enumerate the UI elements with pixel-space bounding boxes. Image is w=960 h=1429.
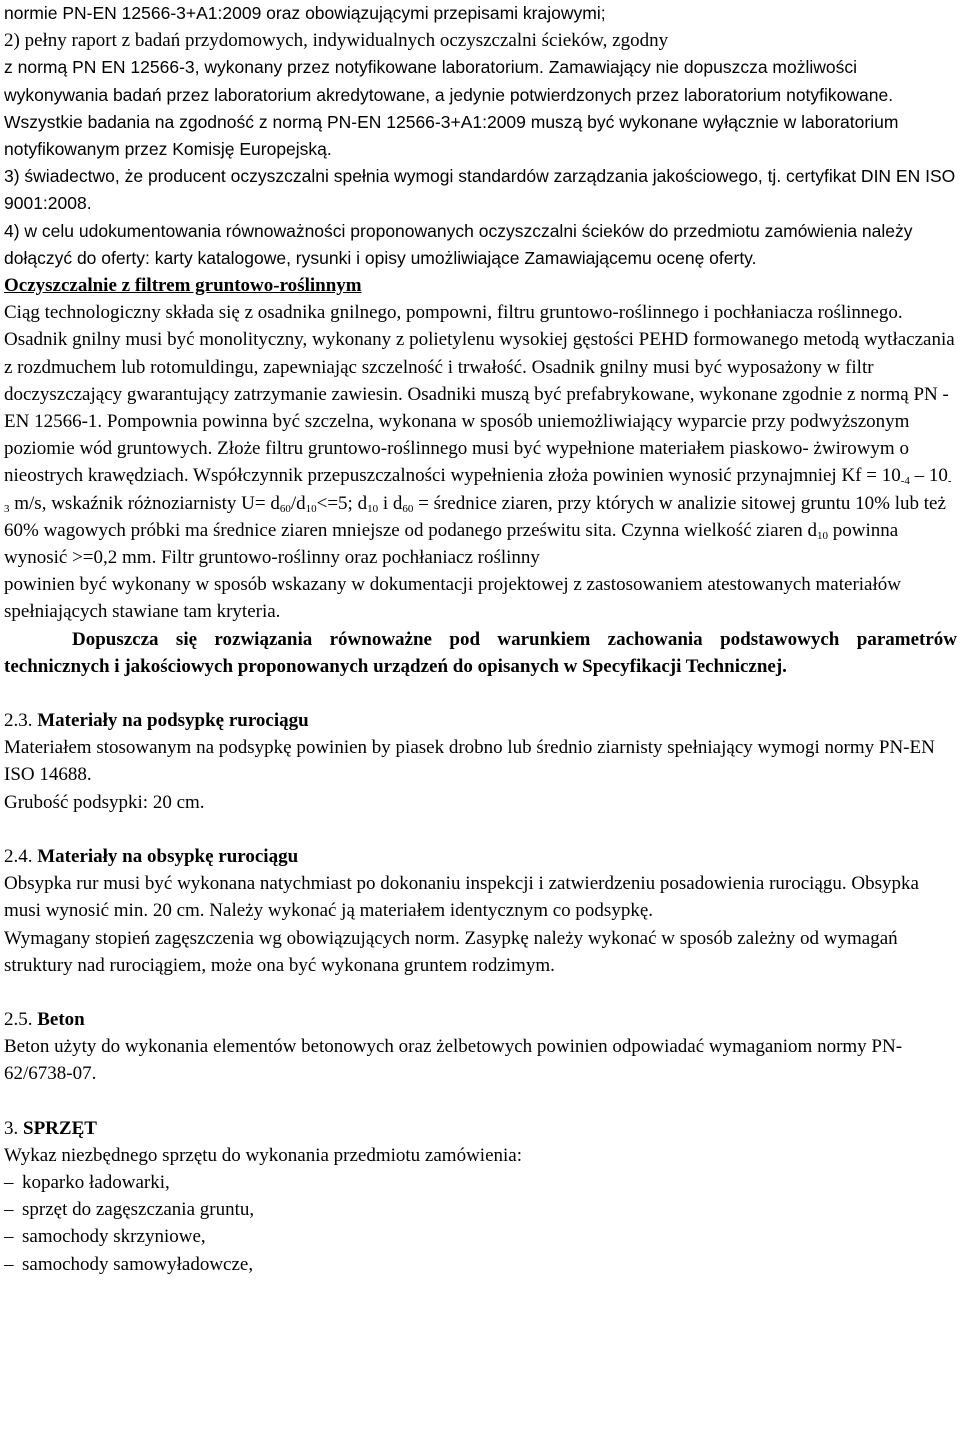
equipment-item: sprzęt do zagęszczania gruntu, <box>22 1199 255 1221</box>
section-2-4-title: Materiały na obsypkę rurociągu <box>37 845 299 867</box>
equipment-item: samochody samowyładowcze, <box>22 1253 254 1275</box>
section-2-4-text-1: Obsypka rur musi być wykonana natychmiast po dokonaniu inspekcji i zatwierdzeniu posadowienia rurociągu. Obsypka musi wynosić min. 20 cm. Należy wykonać ją materiałem identycznym co podsypkę. <box>4 873 919 922</box>
filter-text-c: <=5; d <box>316 492 368 514</box>
subscript-10-b: 10 <box>367 502 379 515</box>
filter-slash-d: /d <box>290 492 306 514</box>
section-heading-filter <box>4 272 957 299</box>
section-2-3-title: Materiały na podsypkę rurociągu <box>37 710 309 732</box>
intro-point-3: 3) świadectwo, że producent oczyszczalni spełnia wymogi standardów zarządzania jakościowego, tj. certyfikat DIN EN ISO 9001:2008. <box>4 166 956 214</box>
equivalence-text: Dopuszcza się rozwiązania równoważne pod warunkiem zachowania podstawowych parametrów technicznych i jakościowych proponowanych urządzeń do opisanych w Specyfikacji Technicznej. <box>4 628 957 677</box>
section-3-intro: Wykaz niezbędnego sprzętu do wykonania przedmiotu zamówienia: <box>4 1144 523 1166</box>
list-item <box>4 1251 957 1278</box>
equivalence-notice <box>4 626 957 680</box>
section-2-3-thickness: Grubość podsypki: 20 cm. <box>4 791 205 813</box>
filter-text-a: Ciąg technologiczny składa się z osadnika gnilnego, pompowni, filtru gruntowo-roślinnego i pochłaniacza roślinnego. Osadnik gnilny musi być monolityczny, wykonany z polietylenu wysokiej gęstości PEHD formowanego metodą wytłaczania z rozdmuchem lub rotomuldingu, zapewniając szczelność i trwałość. Osadnik gnilny musi być wyposażony w filtr doczyszczający gwarantujący zatrzymanie zawiesin. Osadniki muszą być prefabrykowane, wykonane zgodnie z normą PN -EN 12566-1. Pompownia powinna być szczelna, wykonana w sposób uniemożliwiający wyparcie przy podwyższonym poziomie wód gruntowych. Złoże filtru gruntowo-roślinnego musi być wypełnione materiałem piaskowo- żwirowym o nieostrych krawędziach. Współczynnik przepuszczalności wypełnienia złoża powinien wynosić przynajmniej Kf = 10 <box>4 302 955 487</box>
section-3-heading <box>4 1115 957 1142</box>
spacer <box>4 816 957 843</box>
intro-line-2: 2) pełny raport z badań przydomowych, indywidualnych oczyszczalni ścieków, zgodny <box>4 30 669 52</box>
section-2-3-heading <box>4 707 957 734</box>
subscript-10-c: 10 <box>817 529 829 542</box>
intro-line-1: normie PN-EN 12566-3+A1:2009 oraz obowiązującymi przepisami krajowymi; <box>4 3 606 23</box>
dash-bullet <box>4 1251 22 1278</box>
equipment-item: koparko ładowarki, <box>22 1171 170 1193</box>
spacer <box>4 1088 957 1115</box>
filter-text-b: m/s, wskaźnik różnoziarnisty U= d <box>9 492 280 514</box>
list-item <box>4 1196 957 1223</box>
filter-paragraph-end: powinien być wykonany w sposób wskazany w dokumentacji projektowej z zastosowaniem atestowanych materiałów spełniających stawiane tam kryteria. <box>4 574 901 623</box>
section-2-5-heading <box>4 1006 957 1033</box>
spacer <box>4 680 957 707</box>
list-item <box>4 1169 957 1196</box>
intro-point-4: 4) w celu udokumentowania równoważności proponowanych oczyszczalni ścieków do przedmiotu zamówienia należy dołączyć do oferty: karty katalogowe, rysunki i opisy umożliwiające Zamawiającemu ocenę oferty. <box>4 220 913 268</box>
subscript-60-a: 60 <box>279 502 291 515</box>
exponent-2: -3 <box>4 475 952 515</box>
dash-bullet <box>4 1196 22 1223</box>
dash-bullet <box>4 1169 22 1196</box>
section-2-5-text: Beton użyty do wykonania elementów betonowych oraz żelbetowych powinien odpowiadać wymaganiom normy PN-62/6738-07. <box>4 1036 903 1085</box>
section-2-3-number: 2.3. <box>4 710 38 732</box>
filter-dash: – 10 <box>909 465 948 487</box>
list-item <box>4 1223 957 1250</box>
filter-paragraph <box>4 299 957 571</box>
section-2-4-number: 2.4. <box>4 845 38 867</box>
section-2-3-text: Materiałem stosowanym na podsypkę powinien by piasek drobno lub średnio ziarnisty spełniający wymogi normy PN-EN ISO 14688. <box>4 737 935 786</box>
subscript-10-a: 10 <box>305 502 317 515</box>
equipment-list <box>4 1169 957 1278</box>
section-2-5-number: 2.5. <box>4 1008 38 1030</box>
filter-text-e: = średnice ziaren, przy których w analizie sitowej gruntu 10% lub też 60% wagowych próbki ma średnice ziaren mniejsze od podanego prześwitu sita. Czynna wielkość ziaren d <box>4 492 946 541</box>
filter-text-f: powinna wynosić >=0,2 mm. Filtr gruntowo-roślinny oraz pochłaniacz roślinny <box>4 519 899 569</box>
filter-heading: Oczyszczalnie z filtrem gruntowo-roślinnym <box>4 275 362 297</box>
equipment-item: samochody skrzyniowe, <box>22 1226 206 1248</box>
section-2-5-title: Beton <box>37 1008 85 1030</box>
exponent-1: -4 <box>900 475 910 488</box>
intro-paragraph: z normą PN EN 12566-3, wykonany przez notyfikowane laboratorium. Zamawiający nie dopuszcza możliwości wykonywania badań przez laboratorium akredytowane, a jedynie potwierdzonych przez laboratorium notyfikowane. Wszystkie badania na zgodność z normą PN-EN 12566-3+A1:2009 muszą być wykonane wyłącznie w laboratorium notyfikowanym przez Komisję Europejską. <box>4 57 899 160</box>
dash-bullet <box>4 1223 22 1250</box>
filter-text-d: i d <box>378 492 403 514</box>
section-2-4-text-2: Wymagany stopień zagęszczenia wg obowiązujących norm. Zasypkę należy wykonać w sposób zależny od wymagań struktury nad rurociągiem, może ona być wykonana gruntem rodzimym. <box>4 927 898 976</box>
subscript-60-b: 60 <box>402 502 414 515</box>
section-3-number: 3. <box>4 1117 23 1139</box>
section-3-title: SPRZĘT <box>23 1117 97 1139</box>
spacer <box>4 979 957 1006</box>
section-2-4-heading <box>4 843 957 870</box>
